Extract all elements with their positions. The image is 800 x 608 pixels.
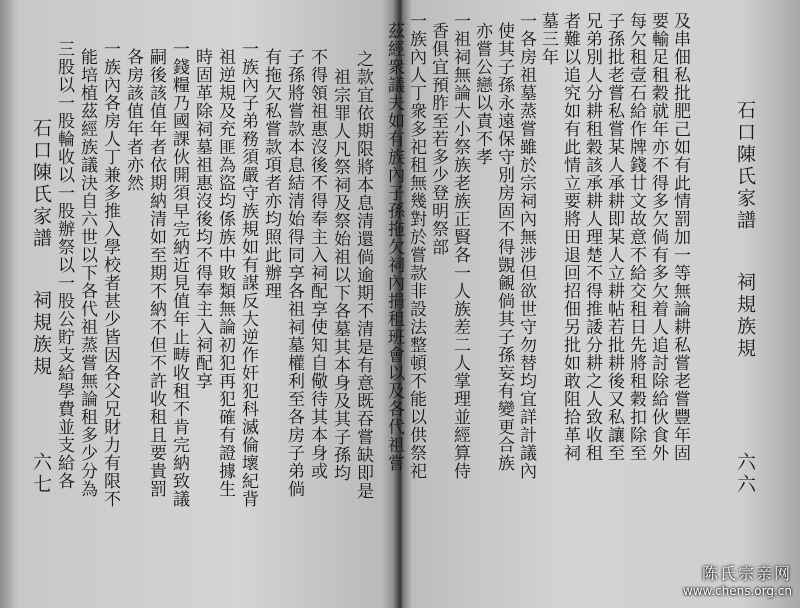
text-column: 一族內各房人丁兼多推入學校者甚少皆因各父兄財力有限不 <box>100 40 120 508</box>
text-column: 一各房祖墓蒸嘗雖於宗祠內無涉但欲世守勿替均宜詳計議內 <box>516 12 536 480</box>
left-page-title: 石口陳氏家譜 <box>30 118 52 250</box>
text-column: 一族內人丁衆多祀租無幾對於嘗款非設法整頓不能以供祭祀 <box>406 12 426 480</box>
text-column: 要輸足租穀就年亦不得多欠倘有多欠着人追討除給伙食外 <box>648 12 668 462</box>
text-column: 及串佃私批肥己如有此情罰加一等無論耕私嘗老嘗豐年固 <box>670 12 690 462</box>
right-page-number: 六六 <box>734 452 756 496</box>
text-column: 墓三年 <box>538 12 558 66</box>
text-column: 祖逆規及充匪為盜均係族中敗類無論初犯再犯確有證據生 <box>215 48 235 498</box>
right-page-section: 祠規族規 <box>734 272 756 360</box>
text-column: 使其子孫永遠保守別房固不得覬覦倘其子孫妄有變更合族 <box>494 22 514 472</box>
text-column: 子孫將嘗款本息結清始得同享各祖祠墓權利至各房子弟倘 <box>284 48 304 498</box>
text-column: 子孫批老嘗私嘗某人承耕即某人立耕帖若批耕後又私讓至 <box>604 12 624 462</box>
watermark-url: www.chens.org.cn <box>682 584 792 598</box>
text-column: 不得領祖惠沒後不得奉主入祠配享使知自儆待其本身或 <box>307 48 327 480</box>
right-page-title: 石口陳氏家譜 <box>734 100 756 232</box>
right-page <box>384 0 800 608</box>
text-column: 茲經衆議夫如有族內子孫拖欠祠內捐租班會以及各代祖嘗 <box>384 22 404 472</box>
text-column: 者難以追究如有此情立要將田退回招佃另批如敢阻拾革祠 <box>560 12 580 462</box>
text-column: 有拖欠私嘗款項者亦均照此辦理 <box>261 48 281 300</box>
left-page-number: 六七 <box>30 452 52 496</box>
text-column: 時固革除祠墓祖惠沒後均不得奉主入祠配享 <box>192 48 212 390</box>
text-column: 祖宗罪人凡祭祠及祭始祖以下各墓其本身及其子孫均 <box>330 68 350 482</box>
text-column: 一族內子弟務須嚴守族規如有謀反大逆作奸犯科滅倫壞紀背 <box>238 40 258 508</box>
text-column: 亦嘗公戀以責不孝 <box>472 22 492 166</box>
text-column: 嗣後該值年者依期納清如至期不納不但不許收租且要貴罰 <box>146 48 166 498</box>
left-page <box>0 0 398 608</box>
text-column: 香俱宜預胙至若多少登明祭部 <box>428 22 448 256</box>
text-column: 一祖祠無論大小祭族老族正賢各一人族差二人掌理並經算侍 <box>450 12 470 480</box>
text-column: 各房該值年者亦然 <box>123 48 143 192</box>
text-column: 能培植茲經族議決自六世以下各代祖蒸嘗無論租多少分為 <box>77 48 97 498</box>
text-column: 一錢糧乃國課伙開須早完納近見值年止畴收租不肯完納致議 <box>169 40 189 508</box>
watermark-site-name: 陈氏宗亲网 <box>701 564 792 583</box>
text-column: 每欠租壹石給作牌錢廿文故意不給交租日先將租穀扣除至 <box>626 12 646 462</box>
text-column: 三股以一股輪收以一股辦祭以一股公貯支給學費並支給各 <box>54 40 74 490</box>
site-watermark <box>683 561 792 598</box>
text-column: 兄弟別人分耕租穀該承耕人理楚不得推諉分耕之人致收租 <box>582 12 602 462</box>
left-page-section: 祠規族規 <box>30 290 52 378</box>
text-column: 之款宜依期限將本息清還倘逾期不清是有意既吞嘗缺即是 <box>353 50 373 500</box>
